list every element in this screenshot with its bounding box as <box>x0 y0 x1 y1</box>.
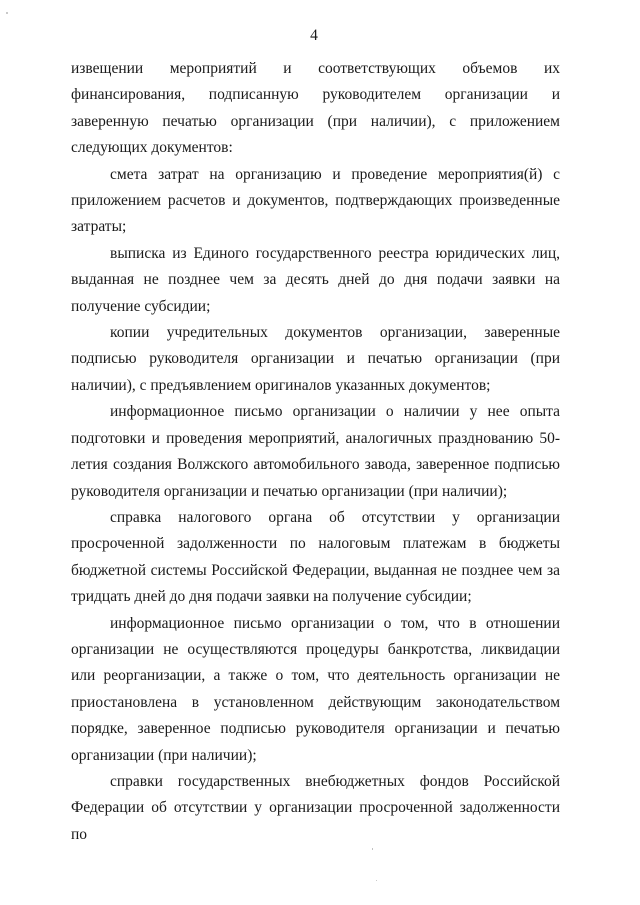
document-body <box>71 56 560 848</box>
scan-mark-top-left <box>6 12 8 14</box>
paragraph-extrabudgetary-funds: справки государственных внебюджетных фондов Российской Федерации об отсутствии у организации просроченной задолженности по <box>71 772 560 843</box>
page-number: 4 <box>310 27 318 44</box>
paragraph-founding-documents: копии учредительных документов организации, заверенные подписью руководителя организации и печатью организации (при наличии), с предъявлением оригиналов указанных документов; <box>71 324 560 394</box>
paragraph-experience-letter: информационное письмо организации о наличии у нее опыта подготовки и проведения мероприятий, аналогичных празднованию 50-летия создания Волжского автомобильного завода, заверенное подписью руководителя организации и печатью организации (при наличии); <box>71 403 560 500</box>
scan-mark-bottom-right <box>372 848 373 850</box>
scan-mark-bottom-center <box>376 880 377 881</box>
paragraph-tax-certificate: справка налогового органа об отсутствии у организации просроченной задолженности по налоговым платежам в бюджеты бюджетной системы Российской Федерации, выданная не позднее чем за тридцать дней до дня подачи заявки на получение субсидии; <box>71 508 560 606</box>
paragraph-continuation: извещении мероприятий и соответствующих объемов их финансирования, подписанную руководителем организации и заверенную печатью организации (при наличии), с приложением следующих документов: <box>71 60 560 157</box>
paragraph-registry-extract: выписка из Единого государственного реестра юридических лиц, выданная не позднее чем за десять дней до дня подачи заявки на получение субсидии; <box>71 244 560 315</box>
paragraph-bankruptcy-letter: информационное письмо организации о том, что в отношении организации не осуществляются процедуры банкротства, ликвидации или реорганизации, а также о том, что деятельность организации не приостановлена в установленном действующим законодательством порядке, заверенное подписью руководителя организации и печатью организации (при наличии); <box>71 614 560 764</box>
paragraph-cost-estimate: смета затрат на организацию и проведение мероприятия(й) с приложением расчетов и документов, подтверждающих произведенные затраты; <box>71 165 560 236</box>
